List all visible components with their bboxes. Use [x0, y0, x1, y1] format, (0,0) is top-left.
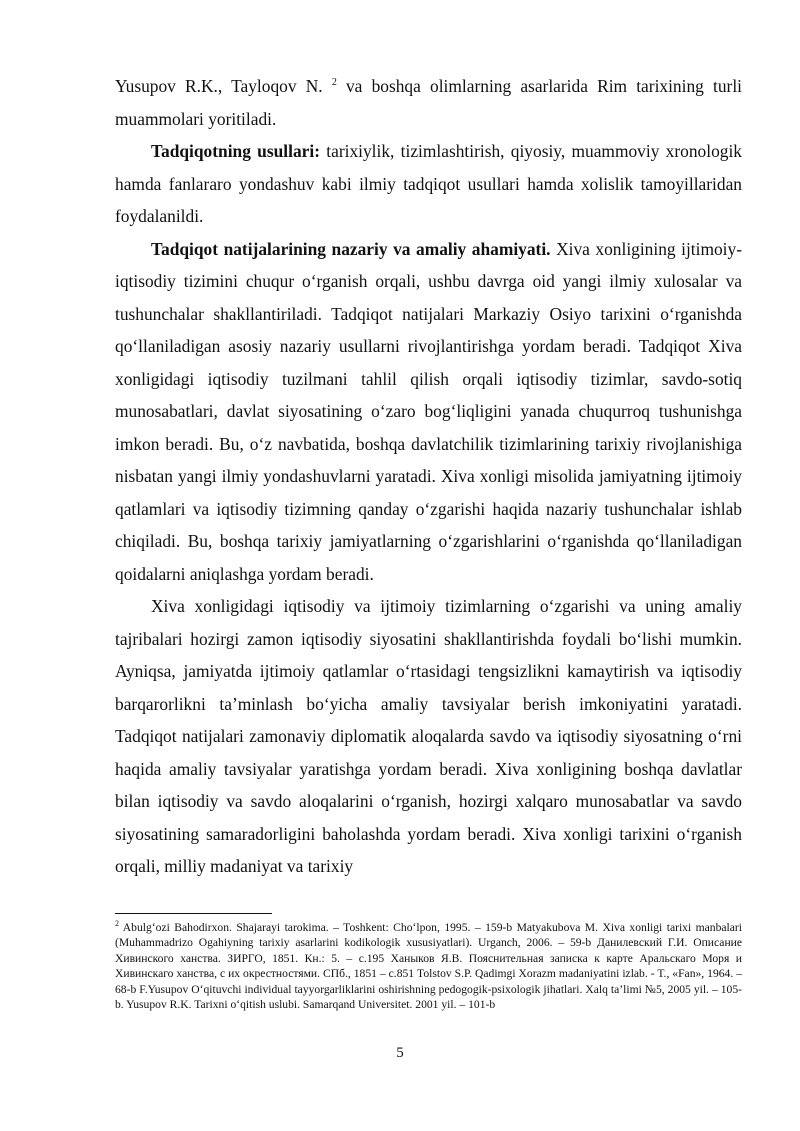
footnote-reference: 2	[331, 77, 337, 89]
paragraph-intro-text-b: va boshqa olimlarning asarlarida Rim tarixining turli muammolari yoritiladi.	[115, 76, 743, 129]
footnote-text: Abulg‘ozi Bahodirxon. Shajarayi tarokima. – Toshkent: Cho‘lpon, 1995. – 159-b Matyakubova M. Xiva xonligi tarixi manbalari (Muhammadrizo Ogahiyning tarixiy asarlarini kodikologik xususiyatlari). Urganch, 2006. – 59-b Данилевский Г.И. Описание Хивинского ханства. ЗИРГО, 1851. Кн.: 5. – с.195 Ханыков Я.В. Пояснительная записка к карте Аральскаго Моря и Хивинскаго ханства, с их окрестностями. СПб., 1851 – с.851 Tolstov S.P. Qadimgi Xorazm madaniyatini izlab. - T., «Fan», 1964. – 68-b F.Yusupov O‘qituvchi individual tayyorgarliklarini oshirishning pedogogik-psixologik jihatlari. Xalq ta’limi №5, 2005 yil. – 105-b. Yusupov R.K. Tarixni o‘qitish uslubi. Samarqand Universitet. 2001 yil. – 101-b	[115, 921, 742, 1012]
significance-heading: Tadqiqot natijalarining nazariy va amaliy ahamiyati.	[151, 238, 551, 259]
paragraph-methods	[115, 135, 742, 233]
footnote	[115, 920, 742, 1012]
footnote-divider	[115, 913, 272, 914]
methods-heading: Tadqiqotning usullari:	[151, 141, 320, 161]
document-body	[115, 70, 742, 883]
footnote-marker: 2	[115, 919, 119, 929]
paragraph-intro	[115, 70, 742, 135]
significance-text: Xiva xonligining ijtimoiy-iqtisodiy tizimini chuqur o‘rganish orqali, ushbu davrga oid yangi ilmiy xulosalar va tushunchalar shakllantiriladi. Tadqiqot natijalari Markaziy Osiyo tarixini o‘rganishda qo‘llaniladigan asosiy nazariy usullarni rivojlantirishga yordam beradi. Tadqiqot Xiva xonligidagi iqtisodiy tuzilmani tahlil qilish orqali iqtisodiy tizimlar, savdo-sotiq munosabatlari, davlat siyosatining o‘zaro bog‘liqligini yanada chuqurroq tushunishga imkon beradi. Bu, o‘z navbatida, boshqa davlatchilik tizimlarining tarixiy rivojlanishiga nisbatan yangi ilmiy yondashuvlarni yaratadi. Xiva xonligi misolida jamiyatning ijtimoiy qatlamlari va iqtisodiy tizimning qanday o‘zgarishi haqida nazariy tushunchalar ishlab chiqiladi. Bu, boshqa tarixiy jamiyatlarning o‘zgarishlarini o‘rganishda qo‘llaniladigan qoidalarni aniqlashga yordam beradi.	[115, 238, 742, 584]
methods-text: tarixiylik, tizimlashtirish, qiyosiy, muammoviy xronologik hamda fanlararo yondashuv kabi ilmiy tadqiqot usullari hamda xolislik tamoyillaridan foydalanildi.	[115, 141, 743, 226]
paragraph-intro-text-a: Yusupov R.K., Tayloqov N.	[115, 76, 332, 96]
paragraph-significance	[115, 233, 742, 591]
page-number: 5	[396, 1045, 404, 1061]
paragraph-practical: Xiva xonligidagi iqtisodiy va ijtimoiy tizimlarning o‘zgarishi va uning amaliy tajribalari hozirgi zamon iqtisodiy siyosatini shakllantirishda foydali bo‘lishi mumkin. Ayniqsa, jamiyatda ijtimoiy qatlamlar o‘rtasidagi tengsizlikni kamaytirish va iqtisodiy barqarorlikni ta’minlash bo‘yicha amaliy tavsiyalar berish imkoniyatini yaratadi. Tadqiqot natijalari zamonaviy diplomatik aloqalarda savdo va iqtisodiy siyosatning o‘rni haqida amaliy tavsiyalar yaratishga yordam beradi. Xiva xonligining boshqa davlatlar bilan iqtisodiy va savdo aloqalarini o‘rganish, hozirgi xalqaro munosabatlar va savdo siyosatining samaradorligini baholashda yordam beradi. Xiva xonligi tarixini o‘rganish orqali, milliy madaniyat va tarixiy	[115, 596, 742, 876]
